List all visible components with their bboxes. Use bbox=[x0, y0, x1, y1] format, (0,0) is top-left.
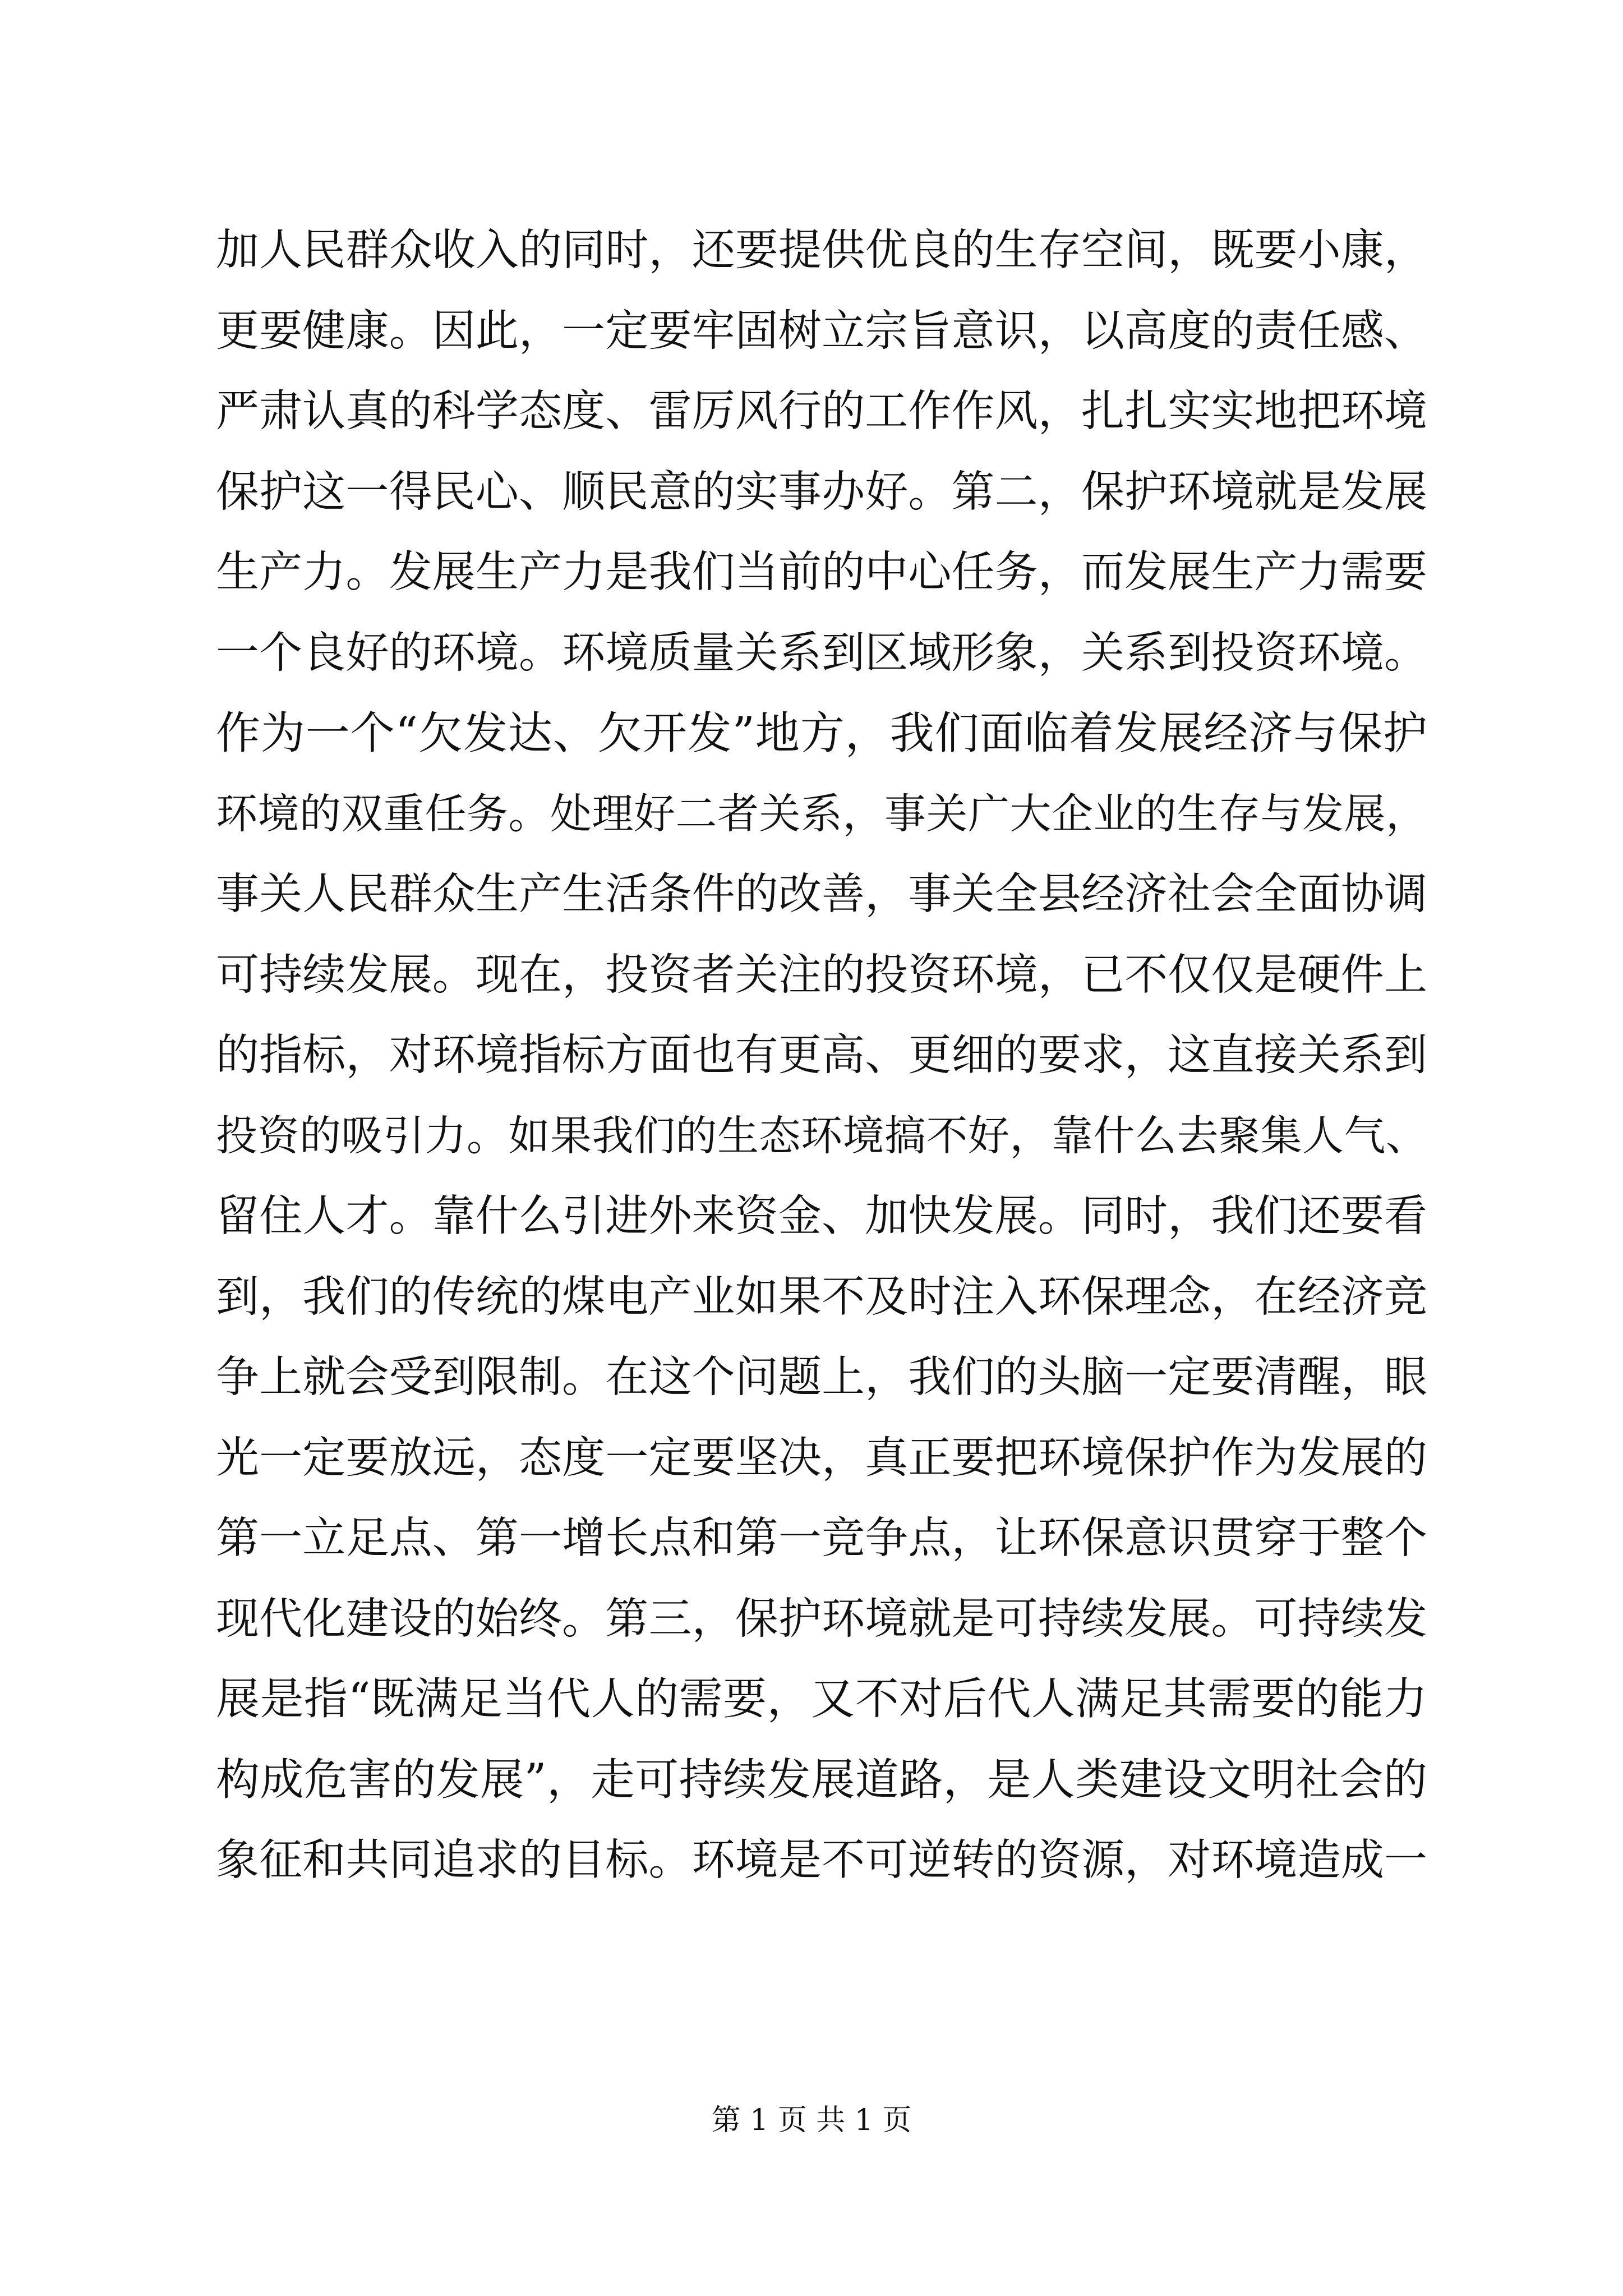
text-line: 展是指“既满足当代人的需要，又不对后代人满足其需要的能力 bbox=[216, 1674, 1427, 1724]
text-line: 可持续发展。现在，投资者关注的投资环境，已不仅仅是硬件上 bbox=[216, 950, 1427, 1000]
page-footer: 第 1 页 共 1 页 bbox=[711, 2104, 912, 2137]
text-line: 第一立足点、第一增长点和第一竞争点，让环保意识贯穿于整个 bbox=[216, 1513, 1427, 1563]
text-line: 到，我们的传统的煤电产业如果不及时注入环保理念，在经济竞 bbox=[216, 1272, 1427, 1322]
text-line: 留住人才。靠什么引进外来资金、加快发展。同时，我们还要看 bbox=[216, 1191, 1427, 1241]
text-line: 环境的双重任务。处理好二者关系，事关广大企业的生存与发展， bbox=[216, 789, 1427, 838]
text-line: 光一定要放远，态度一定要坚决，真正要把环境保护作为发展的 bbox=[216, 1433, 1427, 1483]
text-line: 更要健康。因此，一定要牢固树立宗旨意识，以高度的责任感、 bbox=[216, 306, 1427, 356]
text-line: 作为一个“欠发达、欠开发”地方，我们面临着发展经济与保护 bbox=[216, 707, 1427, 759]
text-line: 现代化建设的始终。第三，保护环境就是可持续发展。可持续发 bbox=[216, 1594, 1427, 1644]
text-line: 严肃认真的科学态度、雷厉风行的工作作风，扎扎实实地把环境 bbox=[216, 386, 1427, 436]
body-text bbox=[216, 210, 1427, 1901]
text-line: 象征和共同追求的目标。环境是不可逆转的资源，对环境造成一 bbox=[216, 1835, 1427, 1885]
text-line: 事关人民群众生产生活条件的改善，事关全县经济社会全面协调 bbox=[216, 869, 1427, 919]
text-line: 加人民群众收入的同时，还要提供优良的生存空间，既要小康， bbox=[216, 226, 1427, 275]
text-line: 保护这一得民心、顺民意的实事办好。第二，保护环境就是发展 bbox=[216, 467, 1427, 517]
text-line: 的指标，对环境指标方面也有更高、更细的要求，这直接关系到 bbox=[216, 1030, 1427, 1080]
text-line: 争上就会受到限制。在这个问题上，我们的头脑一定要清醒，眼 bbox=[216, 1352, 1427, 1402]
text-line: 一个良好的环境。环境质量关系到区域形象，关系到投资环境。 bbox=[216, 628, 1427, 678]
text-line: 投资的吸引力。如果我们的生态环境搞不好，靠什么去聚集人气、 bbox=[216, 1111, 1427, 1160]
text-line: 生产力。发展生产力是我们当前的中心任务，而发展生产力需要 bbox=[216, 547, 1427, 597]
text-line: 构成危害的发展”，走可持续发展道路，是人类建设文明社会的 bbox=[216, 1754, 1427, 1805]
